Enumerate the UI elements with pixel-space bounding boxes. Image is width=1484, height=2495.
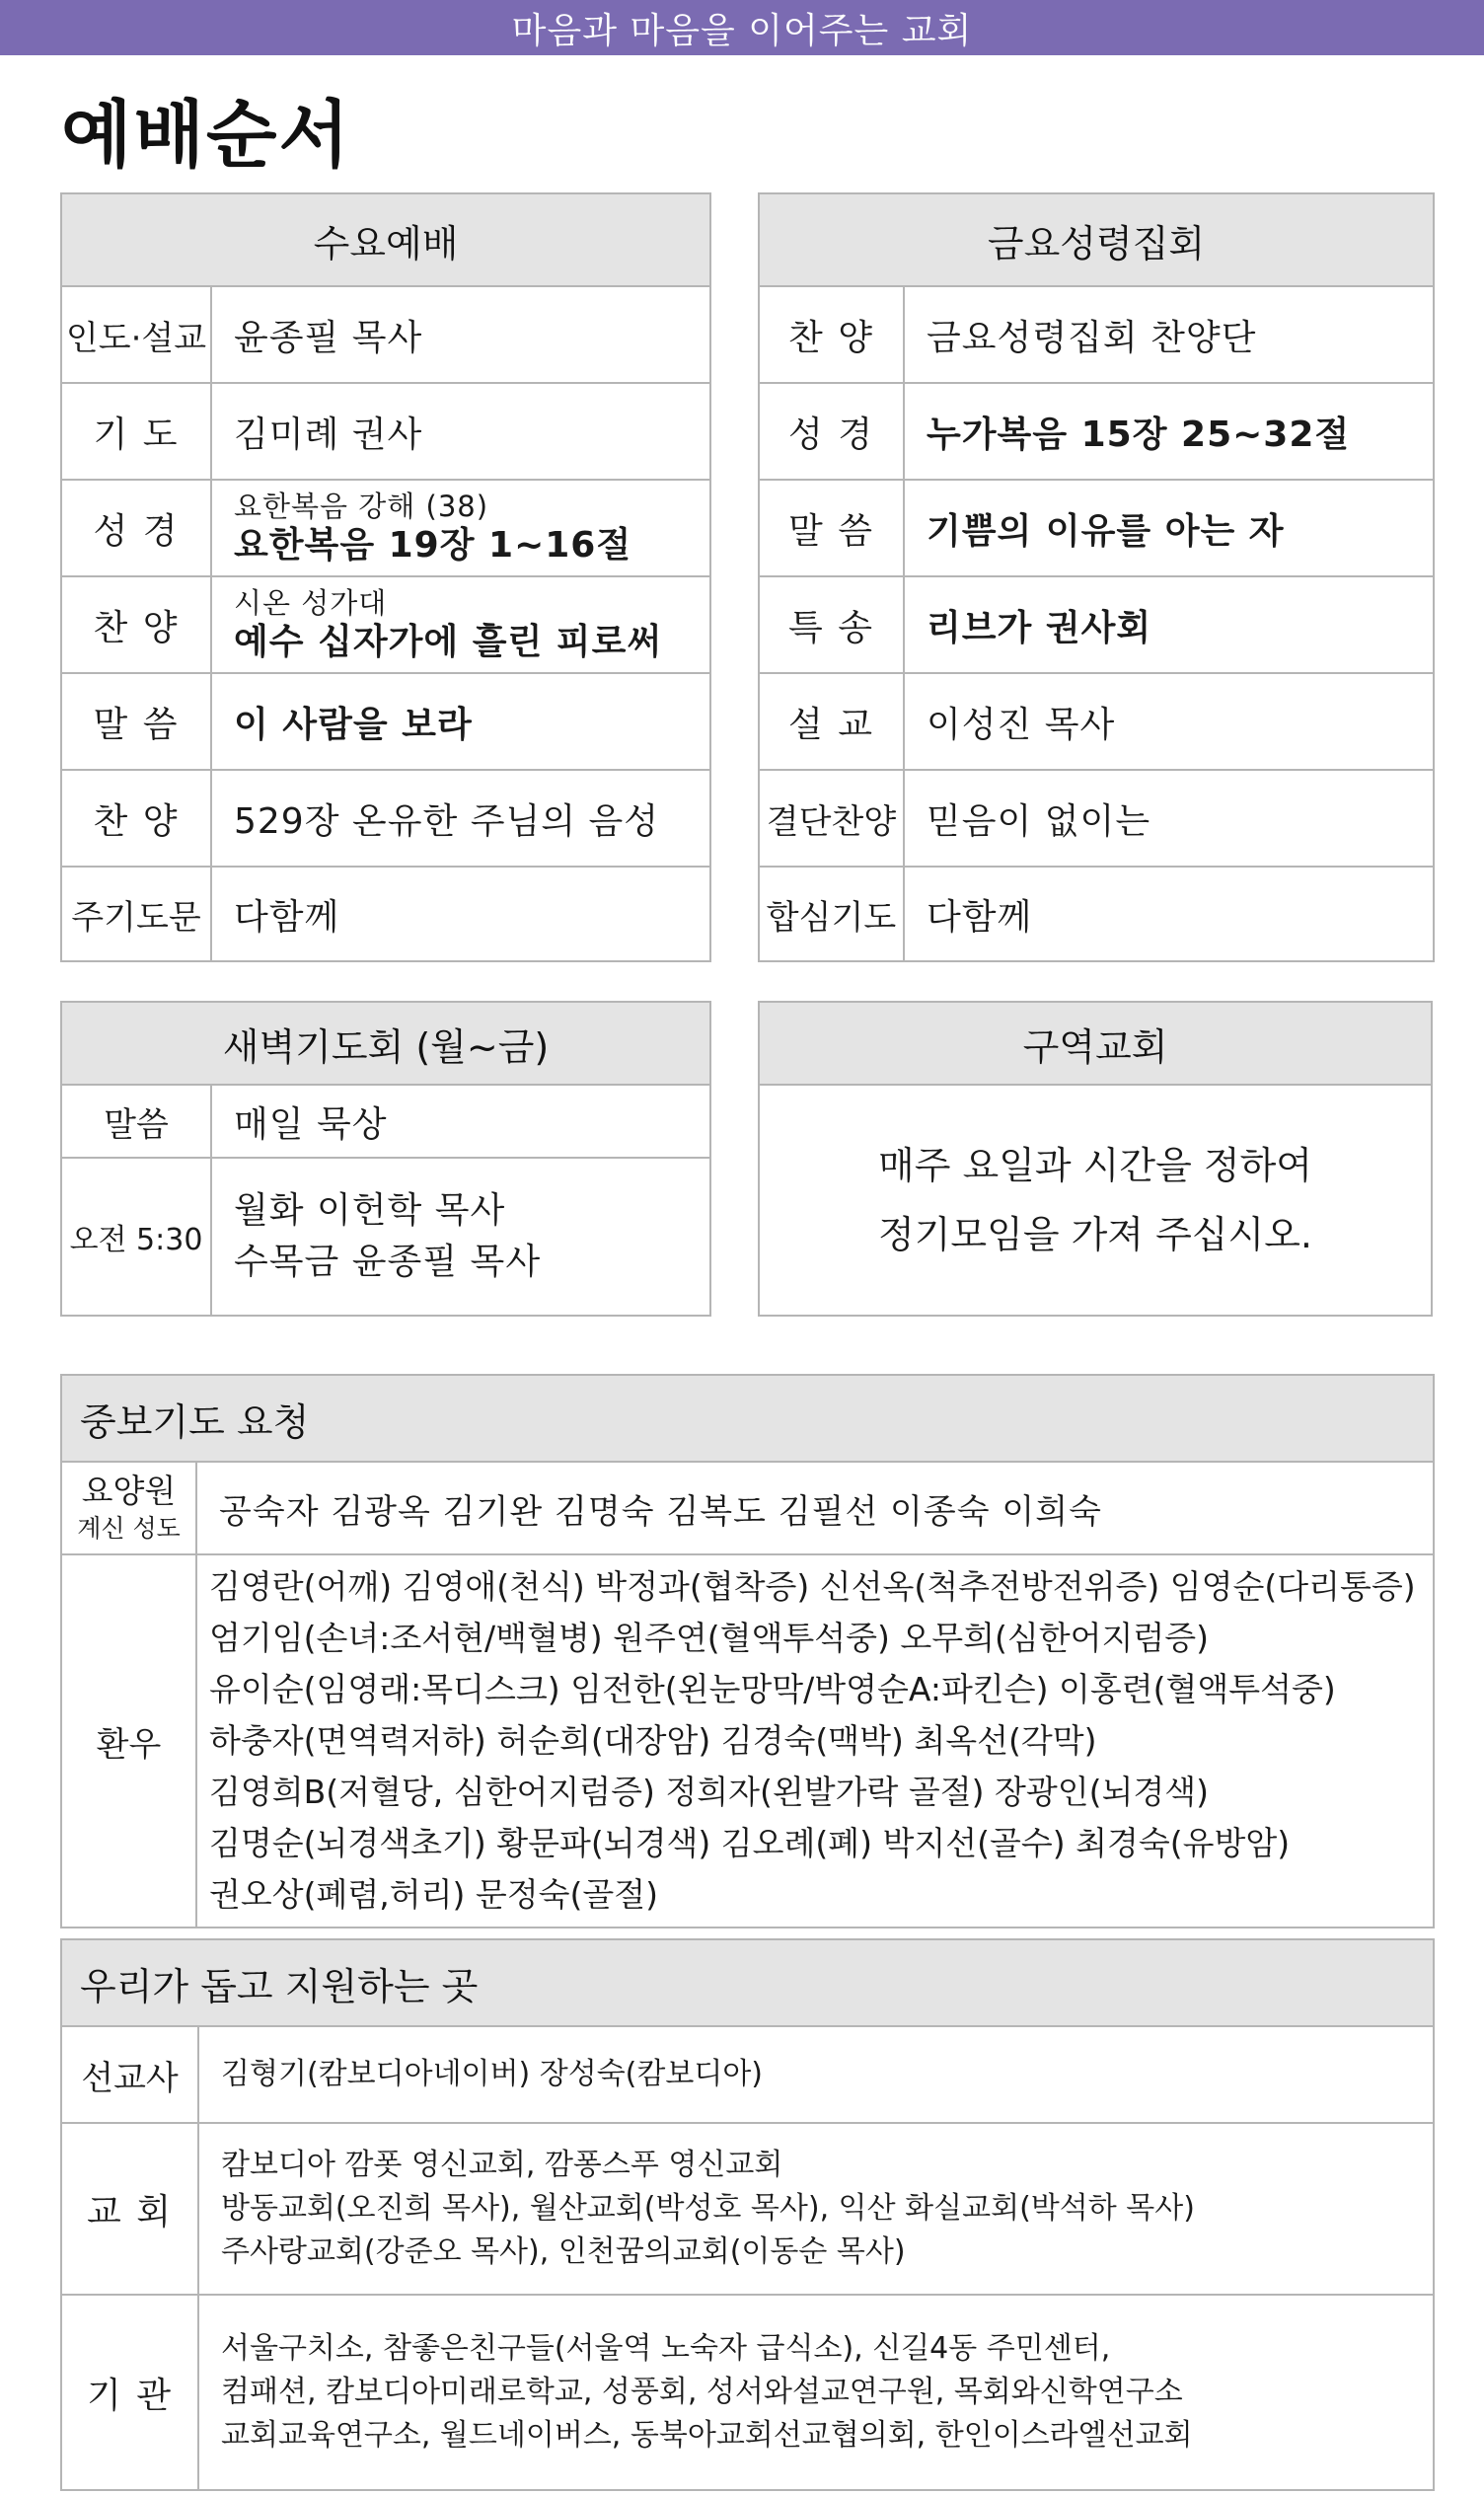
row-value: 믿음이 없이는 [904,770,1434,867]
church-line: 방동교회(오진희 목사), 월산교회(박성호 목사), 익산 화실교회(박석하 목사) [221,2191,1195,2226]
nursing-home-label [61,1462,196,1554]
row-value: 이성진 목사 [904,673,1434,770]
wednesday-service-table [60,192,711,962]
district-church-notice [759,1085,1432,1316]
row-label: 찬 양 [759,286,904,383]
dawn-prayer-title: 새벽기도회 (월~금) [61,1002,710,1085]
row-label: 말씀 [61,1085,211,1158]
dawn-time-label: 오전 5:30 [61,1158,211,1316]
dawn-prayer-table [60,1001,711,1317]
row-value: 다함께 [904,867,1434,961]
row-label: 설 교 [759,673,904,770]
notice-line: 매주 요일과 시간을 정하여 [877,1144,1313,1187]
scripture-reference: 누가복음 15장 25~32절 [904,383,1434,480]
church-slogan-banner: 마음과 마음을 이어주는 교회 [0,0,1484,55]
intercessory-prayer-table [60,1374,1435,1928]
organization-line: 서울구치소, 참좋은친구들(서울역 노숙자 급식소), 신길4동 주민센터, [221,2331,1111,2366]
organization-line: 교회교육연구소, 월드네이버스, 동북아교회선교협의회, 한인이스라엘선교회 [221,2418,1193,2453]
scripture-reference: 요한복음 19장 1~16절 [234,525,632,566]
sermon-series: 요한복음 강해 (38) [234,490,489,523]
row-label: 주기도문 [61,867,211,961]
nursing-home-label-main: 요양원 [81,1472,177,1510]
nursing-home-label-sub: 계신 성도 [77,1514,181,1543]
row-label: 합심기도 [759,867,904,961]
patient-line: 김영희B(저혈당, 심한어지럼증) 정희자(왼발가락 골절) 장광인(뇌경색) [209,1773,1210,1811]
praise-cell [211,576,710,673]
patients-label: 환우 [61,1554,196,1928]
support-title: 우리가 돕고 지원하는 곳 [61,1939,1434,2026]
sermon-title: 기쁨의 이유를 아는 자 [904,480,1434,576]
patient-line: 유이순(임영래:목디스크) 임전한(왼눈망막/박영순A:파킨슨) 이홍련(혈액투석중) [209,1670,1336,1708]
row-label: 찬 양 [61,576,211,673]
church-list [198,2123,1434,2295]
row-label: 성 경 [61,480,211,576]
patient-line: 김명순(뇌경색초기) 황문파(뇌경색) 김오례(폐) 박지선(골수) 최경숙(유방암) [209,1824,1291,1862]
patient-line: 엄기임(손녀:조서현/백혈병) 원주연(혈액투석중) 오무희(심한어지럼증) [209,1619,1210,1657]
district-church-title: 구역교회 [759,1002,1432,1085]
patient-line: 김영란(어깨) 김영애(천식) 박정과(협착증) 신선옥(척추전방전위증) 임영순(다리통증) [209,1567,1416,1606]
organization-label: 기 관 [61,2295,198,2490]
patient-line: 하충자(면역력저하) 허순희(대장암) 김경숙(맥박) 최옥선(각막) [209,1721,1097,1760]
intercessory-prayer-title: 중보기도 요청 [61,1375,1434,1462]
nursing-home-names: 공숙자 김광옥 김기완 김명숙 김복도 김필선 이종숙 이희숙 [196,1462,1434,1554]
choir-name: 시온 성가대 [234,586,388,620]
row-value: 매일 묵상 [211,1085,710,1158]
row-label: 찬 양 [61,770,211,867]
row-label: 말 씀 [61,673,211,770]
row-label: 성 경 [759,383,904,480]
praise-title: 예수 십자가에 흘린 피로써 [234,622,663,662]
sermon-title: 이 사람을 보라 [211,673,710,770]
patient-line: 권오상(폐렴,허리) 문정숙(골절) [209,1875,659,1914]
support-table [60,1938,1435,2491]
notice-line: 정기모임을 가져 주십시오. [877,1213,1313,1256]
patients-list [196,1554,1434,1928]
wednesday-service-title: 수요예배 [61,193,710,286]
missionary-list: 김형기(캄보디아네이버) 장성숙(캄보디아) [198,2026,1434,2123]
row-label: 결단찬양 [759,770,904,867]
friday-service-table [758,192,1435,962]
row-value: 윤종필 목사 [211,286,710,383]
row-label: 인도·설교 [61,286,211,383]
missionary-label: 선교사 [61,2026,198,2123]
special-song: 리브가 권사회 [904,576,1434,673]
church-label: 교 회 [61,2123,198,2295]
page-title: 예배순서 [61,93,351,178]
friday-service-title: 금요성령집회 [759,193,1434,286]
row-label: 기 도 [61,383,211,480]
church-line: 캄보디아 깜폿 영신교회, 깜퐁스푸 영신교회 [221,2148,783,2182]
row-value: 529장 온유한 주님의 음성 [211,770,710,867]
row-value: 다함께 [211,867,710,961]
preacher-line: 수목금 윤종필 목사 [234,1242,542,1282]
church-line: 주사랑교회(강준오 목사), 인천꿈의교회(이동순 목사) [221,2234,906,2269]
row-label: 말 씀 [759,480,904,576]
dawn-preachers [211,1158,710,1316]
organization-list [198,2295,1434,2490]
row-value: 금요성령집회 찬양단 [904,286,1434,383]
scripture-cell [211,480,710,576]
row-value: 김미례 권사 [211,383,710,480]
organization-line: 컴패션, 캄보디아미래로학교, 성풍회, 성서와설교연구원, 목회와신학연구소 [221,2375,1183,2409]
preacher-line: 월화 이헌학 목사 [234,1190,506,1231]
row-label: 특 송 [759,576,904,673]
district-church-table [758,1001,1433,1317]
